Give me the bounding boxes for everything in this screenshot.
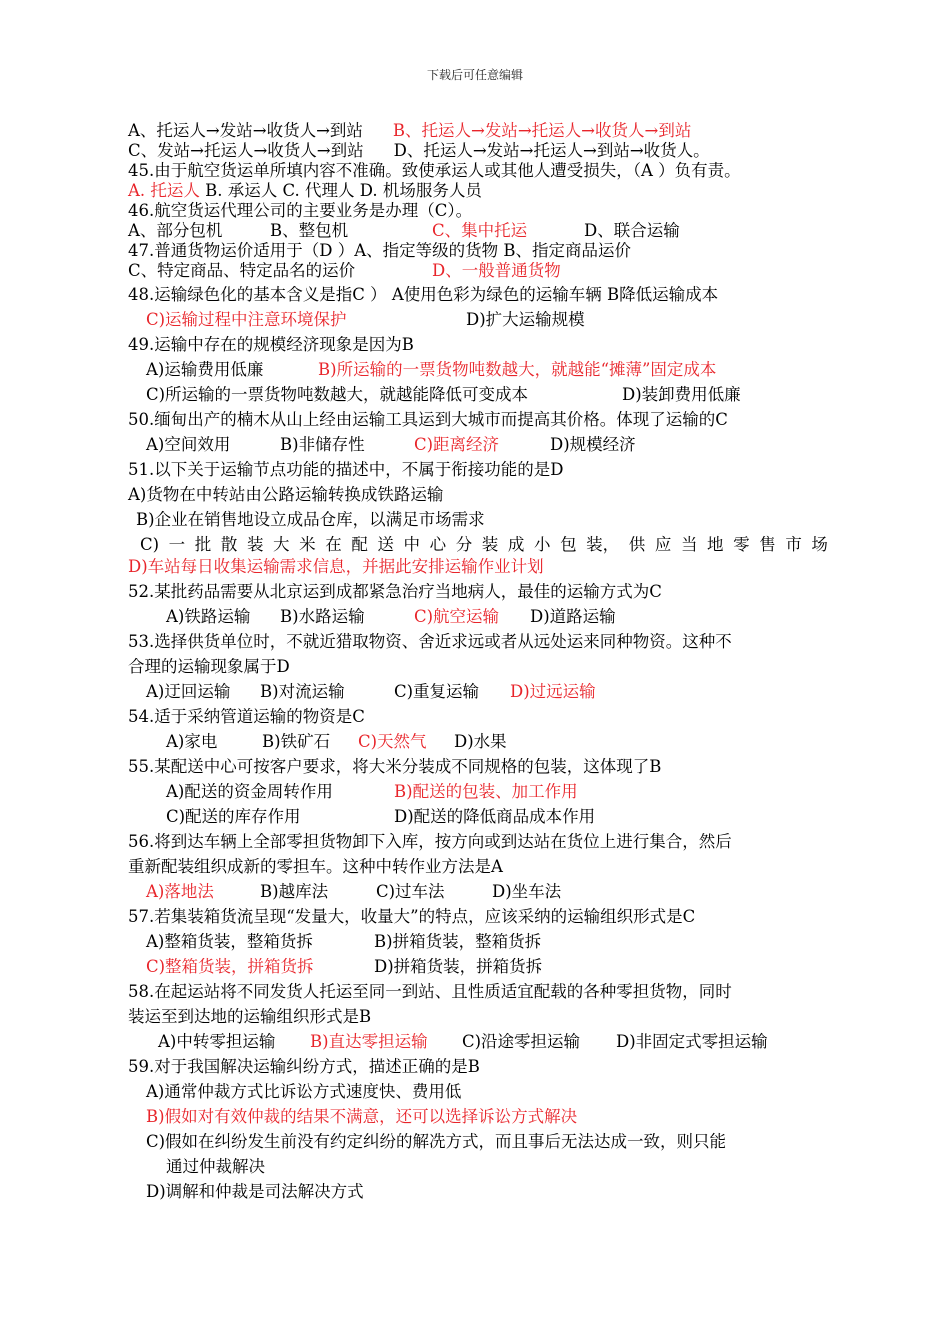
question-47: 47.普通货物运价适用于（D ）A、指定等级的货物 B、指定商品运价 — [128, 241, 632, 260]
question-57: 57.若集装箱货流呈现“发量大，收量大”的特点，应该采纳的运输组织形式是C — [128, 907, 696, 926]
question-49-options-ab — [128, 360, 828, 380]
question-53-options — [128, 682, 828, 702]
question-59-option-c: C)假如在纠纷发生前没有约定纠纷的解冼方式，而且事后无法达成一致，则只能 — [146, 1132, 727, 1151]
question-48-options — [128, 310, 828, 330]
justified-char: 米 — [299, 535, 316, 554]
justified-char: 大 — [273, 535, 290, 554]
option-b: B)非储存性 — [280, 435, 365, 454]
option-a: A)空间效用 — [146, 435, 231, 454]
justified-char: 配 — [351, 535, 368, 554]
question-57-options-cd — [128, 957, 828, 977]
question-56: 56.将到达车辆上全部零担货物卸下入库，按方向或到达站在货位上进行集合，然后 — [128, 832, 732, 851]
question-52: 52.某批药品需要从北京运到成都紧急治疗当地病人，最佳的运输方式为C — [128, 582, 662, 601]
option-b: B)水路运输 — [280, 607, 365, 626]
option-b: B)越库法 — [260, 882, 329, 901]
answer-b: B)配送的包装、加工作用 — [394, 782, 578, 801]
option-a: A)中转零担运输 — [158, 1032, 276, 1051]
answer-d: D)过远运输 — [510, 682, 596, 701]
option-d: D)坐车法 — [492, 882, 562, 901]
question-57-options-ab — [128, 932, 828, 952]
answer-c: C)运输过程中注意环境保护 — [146, 310, 347, 329]
option-d: D、托运人→发站→托运人→到站→收货人。 — [393, 141, 710, 160]
option-a: A)运输费用低廉 — [146, 360, 264, 379]
question-51-option-a: A)货物在中转站由公路运输转换成铁路运输 — [128, 485, 444, 504]
option-b-answer: B、托运人→发站→托运人→收货人→到站 — [392, 121, 692, 140]
question-53: 53.选择供货单位时，不就近猎取物资、舍近求远或者从远处运来同种物资。这种不 — [128, 632, 732, 651]
question-53-cont: 合理的运输现象属于D — [128, 657, 290, 676]
question-45: 45.由于航空货运单所填内容不准确。致使承运人或其他人遭受损失，（A ）负有责。 — [128, 161, 741, 180]
option-d: D)水果 — [454, 732, 507, 751]
options-bcd: B. 承运人 C. 代理人 D. 机场服务人员 — [199, 181, 482, 200]
option-b: B)对流运输 — [260, 682, 345, 701]
justified-char: 包 — [560, 535, 577, 554]
option-a: A)整箱货装，整箱货拆 — [146, 932, 313, 951]
justified-char: 应 — [654, 535, 672, 554]
answer-c: C)距离经济 — [414, 435, 500, 454]
question-51: 51.以下关于运输节点功能的描述中，不属于衔接功能的是D — [128, 460, 564, 479]
option-c: C)配送的库存作用 — [166, 807, 301, 826]
justified-char: 装 — [246, 535, 264, 554]
answer-c: C)整箱货装，拼箱货拆 — [146, 957, 314, 976]
question-46-options — [128, 221, 828, 241]
option-c: C)沿途零担运输 — [462, 1032, 581, 1051]
answer-a: A)落地法 — [146, 882, 214, 901]
answer-d: D、一般普通货物 — [432, 261, 561, 280]
justified-char: 地 — [707, 535, 724, 554]
question-51-option-c — [128, 535, 828, 555]
option-b: B)拼箱货装，整箱货拆 — [374, 932, 542, 951]
justified-char: 市 — [785, 535, 802, 554]
justified-char: 场 — [811, 535, 828, 554]
option-d: D)道路运输 — [530, 607, 616, 626]
option-a: A)迂回运输 — [146, 682, 231, 701]
question-46: 46.航空货运代理公司的主要业务是办理（C）。 — [128, 201, 473, 220]
question-59-answer-b: B)假如对有效仲裁的结果不满意，还可以选择诉讼方式解决 — [146, 1107, 578, 1126]
option-d: D)非固定式零担运输 — [616, 1032, 768, 1051]
justified-char: C) — [140, 535, 160, 554]
question-55: 55.某配送中心可按客户要求，将大米分装成不同规格的包装，这体现了B — [128, 757, 662, 776]
question-59-option-d: D)调解和仲裁是司法解决方式 — [146, 1182, 364, 1201]
option-d: D)扩大运输规模 — [466, 310, 585, 329]
question-54: 54.适于采纳管道运输的物资是C — [128, 707, 365, 726]
question-48: 48.运输绿色化的基本含义是指C ） A使用色彩为绿色的运输车辆 B降低运输成本 — [128, 285, 719, 304]
question-58-options — [128, 1032, 828, 1052]
justified-char: 中 — [403, 535, 420, 554]
question-59: 59.对于我国解决运输纠纷方式，描述正确的是B — [128, 1057, 480, 1076]
question-55-options-cd — [128, 807, 828, 827]
line-options-cd — [128, 141, 828, 161]
justified-char: 小 — [533, 535, 551, 554]
question-50: 50.缅甸出产的楠木从山上经由运输工具运到大城市而提高其价格。体现了运输的C — [128, 410, 728, 429]
option-c: C)重复运输 — [394, 682, 480, 701]
page-header: 下载后可任意编辑 — [426, 68, 523, 82]
answer-b: B)直达零担运输 — [310, 1032, 428, 1051]
option-a: A)家电 — [166, 732, 218, 751]
answer-c: C、集中托运 — [432, 221, 528, 240]
question-58: 58.在起运站将不同发货人托运至同一到站、且性质适宜配载的各种零担货物，同时 — [128, 982, 732, 1001]
option-b: B、整包机 — [270, 221, 349, 240]
option-c: C)所运输的一票货物吨数越大，就越能降低可变成本 — [146, 385, 529, 404]
question-49-options-cd — [128, 385, 828, 405]
answer-c: C)航空运输 — [414, 607, 500, 626]
option-a: A、部分包机 — [128, 221, 223, 240]
justified-char: 批 — [194, 535, 212, 554]
justified-char: 零 — [733, 535, 750, 554]
option-d: D)配送的降低商品成本作用 — [394, 807, 596, 826]
option-d: D)规模经济 — [550, 435, 636, 454]
question-45-options — [128, 181, 828, 201]
justified-char: 送 — [377, 535, 394, 554]
option-d: D)装卸费用低廉 — [622, 385, 741, 404]
question-59-option-c-cont: 通过仲裁解决 — [166, 1157, 265, 1176]
question-52-options — [128, 607, 828, 627]
document-body — [128, 121, 828, 1202]
question-56-options — [128, 882, 828, 902]
justified-char: 装 — [481, 535, 499, 554]
answer-a: A. 托运人 — [128, 181, 200, 200]
option-a: A)铁路运输 — [166, 607, 251, 626]
answer-c: C)天然气 — [358, 732, 427, 751]
option-a: A)配送的资金周转作用 — [166, 782, 333, 801]
question-54-options — [128, 732, 828, 752]
justified-char: 售 — [759, 535, 776, 554]
justified-char: 装， — [586, 535, 620, 554]
question-50-options — [128, 435, 828, 455]
question-51-option-b: B)企业在销售地设立成品仓库，以满足市场需求 — [136, 510, 485, 529]
option-d: D)拼箱货装，拼箱货拆 — [374, 957, 543, 976]
justified-char: 在 — [325, 535, 342, 554]
question-55-options-ab — [128, 782, 828, 802]
question-56-cont: 重新配装组织成新的零担车。这种中转作业方法是A — [128, 857, 503, 876]
option-a: A、托运人→发站→收货人→到站 — [128, 121, 363, 140]
question-58-cont: 装运至到达地的运输组织形式是B — [128, 1007, 372, 1026]
justified-char: 供 — [628, 535, 646, 554]
justified-char: 一 — [168, 535, 186, 554]
option-d: D、联合运输 — [584, 221, 680, 240]
line-options-ab — [128, 121, 828, 141]
option-c: C、特定商品、特定品名的运价 — [128, 261, 356, 280]
option-c: C、发站→托运人→收货人→到站 — [128, 141, 364, 160]
answer-b: B)所运输的一票货物吨数越大，就越能“摊薄”固定成本 — [318, 360, 717, 379]
justified-char: 心 — [429, 535, 447, 554]
question-59-option-a: A)通常仲裁方式比诉讼方式速度快、费用低 — [146, 1082, 462, 1101]
option-b: B)铁矿石 — [262, 732, 331, 751]
question-49: 49.运输中存在的规模经济现象是因为B — [128, 335, 414, 354]
justified-char: 当 — [680, 535, 698, 554]
question-47-options — [128, 261, 828, 281]
justified-char: 分 — [455, 535, 473, 554]
justified-char: 成 — [507, 535, 525, 554]
question-51-answer-d: D)车站每日收集运输需求信息，并据此安排运输作业计划 — [128, 557, 544, 576]
option-c: C)过车法 — [376, 882, 445, 901]
justified-char: 散 — [220, 535, 238, 554]
